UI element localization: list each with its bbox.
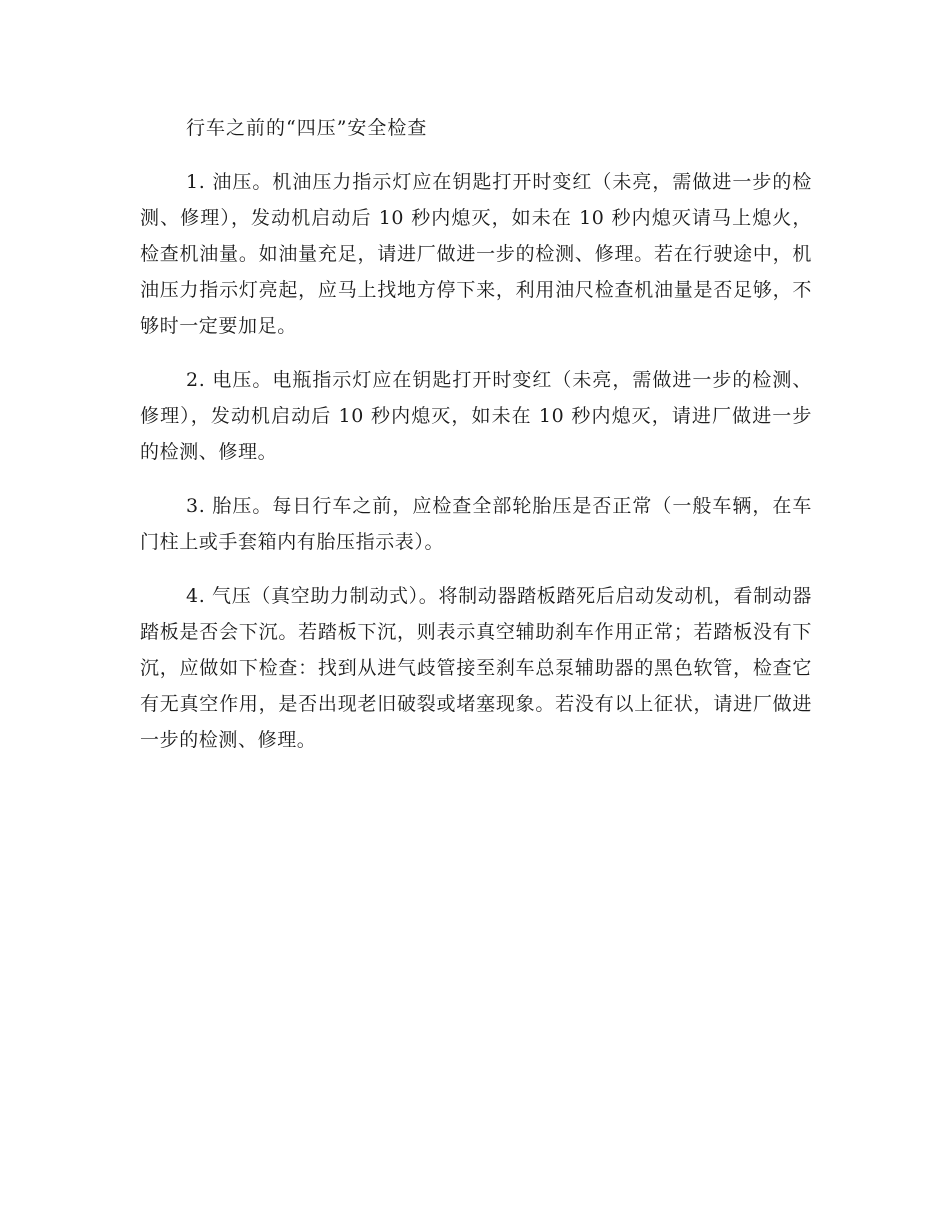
- paragraph-oil-pressure: 1. 油压。机油压力指示灯应在钥匙打开时变红（未亮，需做进一步的检测、修理），发动机启动后 10 秒内熄灭，如未在 10 秒内熄灭请马上熄火，检查机油量。如油量充足，请进厂做进一步的检测、修理。若在行驶途中，机油压力指示灯亮起，应马上找地方停下来，利用油尺检查机油量是否足够，不够时一定要加足。: [140, 171, 812, 337]
- document-title: 行车之前的“四压”安全检查: [186, 117, 428, 139]
- document-page: [140, 110, 812, 776]
- paragraph-voltage: 2. 电压。电瓶指示灯应在钥匙打开时变红（未亮，需做进一步的检测、修理），发动机启动后 10 秒内熄灭，如未在 10 秒内熄灭，请进厂做进一步的检测、修理。: [140, 369, 812, 463]
- paragraph-tire-pressure: 3. 胎压。每日行车之前，应检查全部轮胎压是否正常（一般车辆，在车门柱上或手套箱内有胎压指示表）。: [140, 495, 812, 553]
- paragraph-air-pressure: 4. 气压（真空助力制动式）。将制动器踏板踏死后启动发动机，看制动器踏板是否会下沉。若踏板下沉，则表示真空辅助刹车作用正常；若踏板没有下沉，应做如下检查：找到从进气歧管接至刹车总泵辅助器的黑色软管，检查它有无真空作用，是否出现老旧破裂或堵塞现象。若没有以上征状，请进厂做进一步的检测、修理。: [140, 585, 812, 751]
